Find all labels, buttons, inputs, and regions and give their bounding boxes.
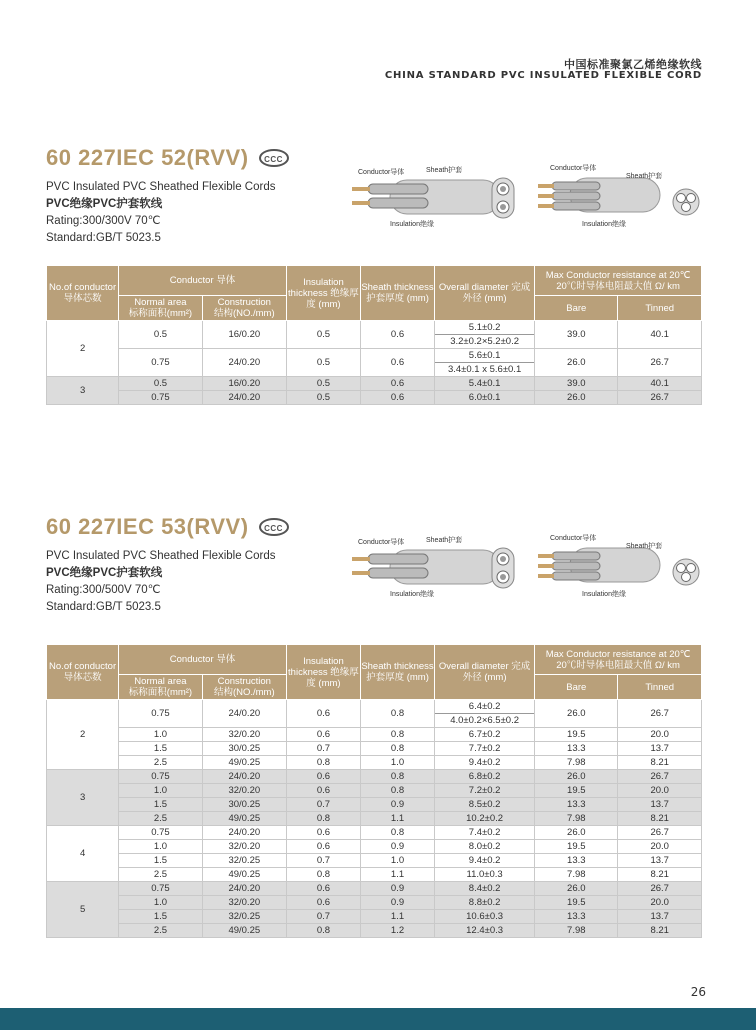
table-row (47, 321, 702, 349)
spec-table-rvv53 (46, 644, 702, 938)
three-core-cable-icon (538, 548, 660, 582)
conductor-label: Conductor导体 (358, 169, 405, 176)
cell-tinned: 26.7 (618, 826, 702, 840)
conductor-label-2: Conductor导体 (550, 165, 597, 172)
cell-sheath: 0.9 (360, 896, 434, 910)
cell-area: 1.5 (119, 854, 203, 868)
two-core-cable-icon (352, 180, 500, 214)
table-row (47, 910, 702, 924)
col-tinned: Tinned (618, 675, 702, 700)
cell-insulation: 0.7 (286, 742, 360, 756)
cell-overall: 9.4±0.2 (435, 756, 535, 770)
header-title-cn: 中国标准聚氯乙烯绝缘软线 (564, 58, 702, 71)
col-no-of-conductor: No.of conductor 导体芯数 (47, 645, 119, 700)
cell-sheath: 0.6 (360, 321, 434, 349)
cell-bare: 7.98 (535, 756, 618, 770)
cell-sheath: 1.0 (360, 756, 434, 770)
two-core-cable-icon (352, 550, 500, 584)
cell-tinned: 40.1 (618, 377, 702, 391)
product-name-cn: PVC绝缘PVC护套软线 (46, 198, 163, 210)
cell-area: 2.5 (119, 924, 203, 938)
cell-sheath: 1.1 (360, 868, 434, 882)
header-title-en: CHINA STANDARD PVC INSULATED FLEXIBLE CORD (384, 70, 702, 81)
cell-area: 2.5 (119, 812, 203, 826)
cell-sheath: 0.8 (360, 826, 434, 840)
cell-bare: 7.98 (535, 868, 618, 882)
cell-bare: 39.0 (535, 321, 618, 349)
cell-cores: 3 (47, 377, 119, 405)
cell-construction: 49/0.25 (202, 868, 286, 882)
col-normal-area (119, 296, 203, 321)
normal-area-cn: 标称面积(mm²) (128, 308, 193, 319)
col-sheath-thickness: Sheath thickness 护套厚度 (mm) (360, 266, 434, 321)
two-core-crosssection-icon (492, 178, 514, 218)
normal-area-en: Normal area (134, 297, 187, 308)
cell-sheath: 0.6 (360, 349, 434, 377)
cell-insulation: 0.7 (286, 854, 360, 868)
cell-construction: 32/0.25 (202, 854, 286, 868)
cell-sheath: 1.0 (360, 854, 434, 868)
table-row (47, 854, 702, 868)
conductor-label-2: Conductor导体 (550, 535, 597, 542)
normal-area-cn: 标称面积(mm²) (128, 687, 193, 698)
cell-sheath: 0.8 (360, 700, 434, 728)
cell-insulation: 0.8 (286, 756, 360, 770)
cell-construction: 24/0.20 (202, 349, 286, 377)
insulation-label: Insulation绝缘 (390, 221, 434, 228)
col-max-resistance (535, 266, 702, 296)
cell-tinned: 20.0 (618, 784, 702, 798)
cell-area: 0.75 (119, 826, 203, 840)
overall-value: 5.6±0.1 (468, 350, 501, 361)
cell-area: 0.5 (119, 321, 203, 349)
col-max-resistance (535, 645, 702, 675)
col-normal-area (119, 675, 203, 700)
table-row (47, 700, 702, 728)
cell-area: 0.75 (119, 391, 203, 405)
cell-sheath: 0.8 (360, 770, 434, 784)
col-tinned: Tinned (618, 296, 702, 321)
cell-construction: 49/0.25 (202, 924, 286, 938)
cell-insulation: 0.6 (286, 784, 360, 798)
cell-bare: 26.0 (535, 882, 618, 896)
cell-overall: 10.6±0.3 (435, 910, 535, 924)
cell-insulation: 0.5 (286, 321, 360, 349)
cell-construction: 24/0.20 (202, 826, 286, 840)
cell-cores: 4 (47, 826, 119, 882)
table-row (47, 882, 702, 896)
cell-construction: 32/0.20 (202, 896, 286, 910)
cell-overall: 7.2±0.2 (435, 784, 535, 798)
cell-sheath: 0.6 (360, 377, 434, 391)
sheath-label-2: Sheath护套 (626, 173, 663, 180)
cell-sheath: 0.9 (360, 798, 434, 812)
cell-construction: 30/0.25 (202, 742, 286, 756)
rating: Rating:300/500V 70℃ (46, 584, 161, 596)
cell-tinned: 8.21 (618, 868, 702, 882)
cell-area: 0.75 (119, 700, 203, 728)
cell-cores: 5 (47, 882, 119, 938)
ccc-mark-icon: CCC (259, 518, 289, 536)
cell-sheath: 0.8 (360, 728, 434, 742)
cell-sheath: 0.9 (360, 840, 434, 854)
col-bare: Bare (535, 675, 618, 700)
cell-cores: 3 (47, 770, 119, 826)
insulation-label-2: Insulation绝缘 (582, 221, 626, 228)
cell-tinned: 26.7 (618, 882, 702, 896)
cell-tinned: 8.21 (618, 812, 702, 826)
cell-tinned: 40.1 (618, 321, 702, 349)
cell-area: 1.0 (119, 784, 203, 798)
cell-insulation: 0.5 (286, 391, 360, 405)
cell-bare: 19.5 (535, 728, 618, 742)
table-row (47, 770, 702, 784)
cell-construction: 24/0.20 (202, 391, 286, 405)
product-code: 60 227IEC 52(RVV) (46, 145, 249, 170)
cell-overall: 7.4±0.2 (435, 826, 535, 840)
cell-insulation: 0.5 (286, 349, 360, 377)
cell-bare: 19.5 (535, 784, 618, 798)
cell-insulation: 0.7 (286, 798, 360, 812)
cell-area: 1.0 (119, 728, 203, 742)
table-row (47, 391, 702, 405)
cell-tinned: 20.0 (618, 728, 702, 742)
cell-sheath: 0.9 (360, 882, 434, 896)
table-row (47, 896, 702, 910)
cable-diagram-rvv53 (330, 528, 710, 608)
sheath-label: Sheath护套 (426, 537, 463, 544)
col-bare: Bare (535, 296, 618, 321)
col-conductor: Conductor 导体 (119, 645, 287, 675)
cell-area: 0.75 (119, 770, 203, 784)
cell-cores: 2 (47, 700, 119, 770)
cell-overall: 6.0±0.1 (435, 391, 535, 405)
sheath-label-2: Sheath护套 (626, 543, 663, 550)
cell-sheath: 1.1 (360, 910, 434, 924)
cell-insulation: 0.8 (286, 812, 360, 826)
cell-bare: 19.5 (535, 896, 618, 910)
cell-cores: 2 (47, 321, 119, 377)
table-row (47, 728, 702, 742)
cell-area: 1.5 (119, 798, 203, 812)
cell-construction: 32/0.25 (202, 910, 286, 924)
table-row (47, 826, 702, 840)
cable-diagram-rvv52 (330, 158, 710, 238)
cell-bare: 26.0 (535, 349, 618, 377)
cell-tinned: 20.0 (618, 840, 702, 854)
cell-overall: 8.4±0.2 (435, 882, 535, 896)
col-construction (202, 675, 286, 700)
table-row (47, 840, 702, 854)
cell-bare: 7.98 (535, 812, 618, 826)
overall-value: 3.2±0.2×5.2±0.2 (435, 334, 534, 348)
cell-overall: 10.2±0.2 (435, 812, 535, 826)
table-row (47, 784, 702, 798)
table-row (47, 377, 702, 391)
col-overall-diameter: Overall diameter 完成外径 (mm) (435, 645, 535, 700)
cell-bare: 13.3 (535, 854, 618, 868)
table-row (47, 868, 702, 882)
cell-bare: 26.0 (535, 391, 618, 405)
cell-tinned: 26.7 (618, 349, 702, 377)
cell-construction: 49/0.25 (202, 812, 286, 826)
cell-area: 0.75 (119, 349, 203, 377)
table-row (47, 756, 702, 770)
cell-tinned: 26.7 (618, 770, 702, 784)
col-no-of-conductor: No.of conductor 导体芯数 (47, 266, 119, 321)
cell-tinned: 26.7 (618, 391, 702, 405)
cell-insulation: 0.6 (286, 728, 360, 742)
max-res-cn: 20℃时导体电阻最大值 Ω/ km (556, 280, 680, 292)
cell-insulation: 0.6 (286, 882, 360, 896)
cell-bare: 7.98 (535, 924, 618, 938)
cell-insulation: 0.8 (286, 868, 360, 882)
max-res-en: Max Conductor resistance at 20℃ (545, 648, 691, 660)
cell-overall: 6.8±0.2 (435, 770, 535, 784)
cell-construction: 24/0.20 (202, 770, 286, 784)
cell-bare: 26.0 (535, 826, 618, 840)
three-core-crosssection-icon (673, 559, 699, 585)
col-sheath-thickness: Sheath thickness 护套厚度 (mm) (360, 645, 434, 700)
cell-overall (435, 700, 535, 728)
construction-cn: 结构(NO./mm) (213, 308, 275, 319)
cell-construction: 24/0.20 (202, 882, 286, 896)
cell-area: 2.5 (119, 868, 203, 882)
cell-overall: 12.4±0.3 (435, 924, 535, 938)
cell-bare: 19.5 (535, 840, 618, 854)
cell-sheath: 0.8 (360, 784, 434, 798)
cell-overall: 9.4±0.2 (435, 854, 535, 868)
table-row (47, 742, 702, 756)
three-core-cable-icon (538, 178, 660, 212)
cell-construction: 16/0.20 (202, 321, 286, 349)
cell-sheath: 0.8 (360, 742, 434, 756)
cell-overall: 8.0±0.2 (435, 840, 535, 854)
normal-area-en: Normal area (134, 676, 187, 687)
overall-value: 6.4±0.2 (468, 701, 501, 712)
cell-area: 0.5 (119, 377, 203, 391)
cell-construction: 49/0.25 (202, 756, 286, 770)
spec-table-rvv52 (46, 265, 702, 405)
table-row (47, 349, 702, 377)
cell-tinned: 8.21 (618, 924, 702, 938)
cell-insulation: 0.7 (286, 910, 360, 924)
cell-overall: 5.4±0.1 (435, 377, 535, 391)
cell-area: 0.75 (119, 882, 203, 896)
cell-construction: 32/0.20 (202, 784, 286, 798)
cell-overall (435, 321, 535, 349)
cell-insulation: 0.6 (286, 840, 360, 854)
cell-overall: 11.0±0.3 (435, 868, 535, 882)
cell-tinned: 20.0 (618, 896, 702, 910)
cell-construction: 32/0.20 (202, 728, 286, 742)
cell-sheath: 1.1 (360, 812, 434, 826)
product-code: 60 227IEC 53(RVV) (46, 514, 249, 539)
cell-insulation: 0.6 (286, 700, 360, 728)
cell-area: 1.5 (119, 910, 203, 924)
cell-sheath: 1.2 (360, 924, 434, 938)
cell-overall: 8.8±0.2 (435, 896, 535, 910)
insulation-label: Insulation绝缘 (390, 591, 434, 598)
cell-insulation: 0.6 (286, 896, 360, 910)
cell-insulation: 0.6 (286, 826, 360, 840)
product-name-cn: PVC绝缘PVC护套软线 (46, 567, 163, 579)
cell-overall: 8.5±0.2 (435, 798, 535, 812)
cell-bare: 26.0 (535, 700, 618, 728)
cell-area: 1.0 (119, 840, 203, 854)
sheath-label: Sheath护套 (426, 167, 463, 174)
col-construction (202, 296, 286, 321)
cell-bare: 39.0 (535, 377, 618, 391)
max-res-en: Max Conductor resistance at 20℃ (545, 269, 691, 281)
cell-overall: 6.7±0.2 (435, 728, 535, 742)
cell-tinned: 26.7 (618, 700, 702, 728)
cell-area: 1.5 (119, 742, 203, 756)
cell-insulation: 0.5 (286, 377, 360, 391)
overall-value: 4.0±0.2×6.5±0.2 (435, 713, 534, 727)
col-overall-diameter: Overall diameter 完成外径 (mm) (435, 266, 535, 321)
two-core-crosssection-icon (492, 548, 514, 588)
overall-value: 3.4±0.1 x 5.6±0.1 (435, 362, 534, 376)
cell-overall (435, 349, 535, 377)
footer-bar (0, 1008, 756, 1030)
cell-bare: 13.3 (535, 910, 618, 924)
ccc-mark-icon: CCC (259, 149, 289, 167)
col-conductor: Conductor 导体 (119, 266, 287, 296)
cell-bare: 13.3 (535, 742, 618, 756)
cell-tinned: 13.7 (618, 798, 702, 812)
construction-en: Construction (217, 297, 271, 308)
cell-insulation: 0.8 (286, 924, 360, 938)
cell-sheath: 0.6 (360, 391, 434, 405)
max-res-cn: 20℃时导体电阻最大值 Ω/ km (556, 659, 680, 671)
product-name-en: PVC Insulated PVC Sheathed Flexible Cords (46, 181, 276, 193)
table-row (47, 812, 702, 826)
overall-value: 5.1±0.2 (468, 322, 501, 333)
page-number: 26 (690, 985, 706, 999)
cell-tinned: 13.7 (618, 910, 702, 924)
cell-tinned: 8.21 (618, 756, 702, 770)
insulation-label-2: Insulation绝缘 (582, 591, 626, 598)
table-row (47, 798, 702, 812)
cell-tinned: 13.7 (618, 742, 702, 756)
cell-overall: 7.7±0.2 (435, 742, 535, 756)
col-insulation-thickness: Insulation thickness 绝缘厚度 (mm) (286, 645, 360, 700)
cell-area: 2.5 (119, 756, 203, 770)
standard: Standard:GB/T 5023.5 (46, 601, 161, 613)
construction-en: Construction (217, 676, 271, 687)
cell-construction: 32/0.20 (202, 840, 286, 854)
cell-construction: 16/0.20 (202, 377, 286, 391)
standard: Standard:GB/T 5023.5 (46, 232, 161, 244)
cell-tinned: 13.7 (618, 854, 702, 868)
col-insulation-thickness: Insulation thickness 绝缘厚度 (mm) (286, 266, 360, 321)
cell-bare: 13.3 (535, 798, 618, 812)
construction-cn: 结构(NO./mm) (213, 687, 275, 698)
table-row (47, 924, 702, 938)
product-name-en: PVC Insulated PVC Sheathed Flexible Cords (46, 550, 276, 562)
cell-construction: 30/0.25 (202, 798, 286, 812)
conductor-label: Conductor导体 (358, 539, 405, 546)
cell-construction: 24/0.20 (202, 700, 286, 728)
rating: Rating:300/300V 70℃ (46, 215, 161, 227)
cell-insulation: 0.6 (286, 770, 360, 784)
cell-area: 1.0 (119, 896, 203, 910)
three-core-crosssection-icon (673, 189, 699, 215)
cell-bare: 26.0 (535, 770, 618, 784)
